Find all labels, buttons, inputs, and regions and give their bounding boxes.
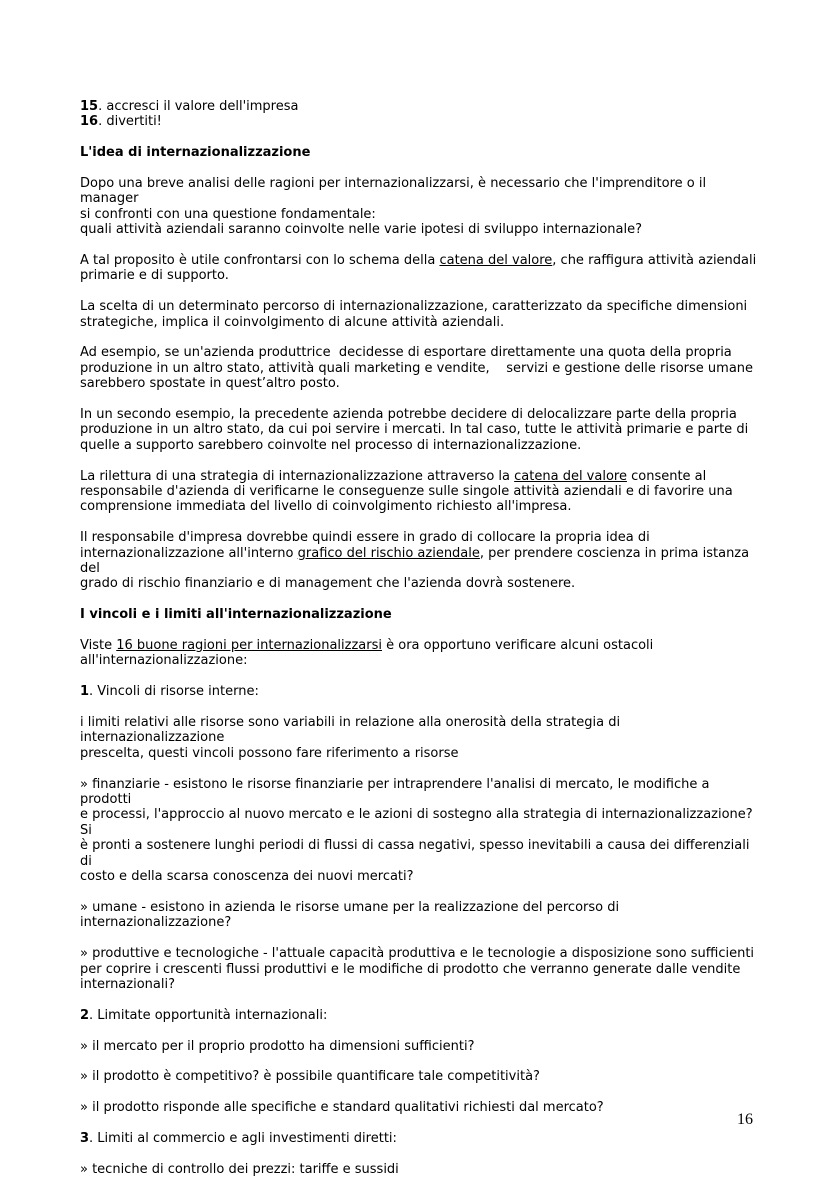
- paragraph-esempio: Ad esempio, se un'azienda produttrice decidesse di esportare direttamente una quota della propria produzione in un altro stato, attività quali marketing e vendite, servizi e gestione delle risorse umane sarebbero spostate in quest’altro posto.: [80, 345, 754, 392]
- bullet-tecniche-controllo: » tecniche di controllo dei prezzi: tariffe e sussidi: [80, 1161, 399, 1177]
- link-16-buone-ragioni[interactable]: 16 buone ragioni per internazionalizzarsi: [116, 638, 382, 654]
- vincolo-1-title: 1. Vincoli di risorse interne:: [80, 684, 259, 700]
- paragraph-viste: Viste 16 buone ragioni per internazionalizzarsi è ora opportuno verificare alcuni ostacoli all'internazionalizzazione:: [80, 638, 654, 669]
- paragraph-intro: Dopo una breve analisi delle ragioni per internazionalizzarsi, è necessario che l'imprenditore o il manager si confronti con una questione fondamentale: quali attività aziendali saranno coinvolte nelle varie ipotesi di sviluppo internazionale?: [80, 176, 707, 238]
- vincolo-2-title: 2. Limitate opportunità internazionali:: [80, 1007, 328, 1023]
- bullet-mercato: » il mercato per il proprio prodotto ha dimensioni sufficienti?: [80, 1038, 475, 1054]
- bullet-specifiche: » il prodotto risponde alle specifiche e standard qualitativi richiesti dal mercato?: [80, 1100, 604, 1116]
- page-number: 16: [737, 1111, 753, 1128]
- paragraph-limiti-risorse: i limiti relativi alle risorse sono variabili in relazione alla onerosità della strategia di internazionalizzazione prescelta, questi vincoli possono fare riferimento a risorse: [80, 715, 621, 761]
- paragraph-scelta: La scelta di un determinato percorso di internazionalizzazione, caratterizzato da specifiche dimensioni strategiche, implica il coinvolgimento di alcune attività aziendali.: [80, 299, 748, 330]
- link-catena-del-valore-2[interactable]: catena del valore: [514, 468, 627, 484]
- vincolo-3-title: 3. Limiti al commercio e agli investimenti diretti:: [80, 1130, 397, 1146]
- link-catena-del-valore[interactable]: catena del valore: [439, 253, 553, 269]
- paragraph-rilettura: La rilettura di una strategia di internazionalizzazione attraverso la catena del valore consente al responsabile d'azienda di verificarne le conseguenze sulle singole attività aziendali e di favorire una comprensione immediata del livello di coinvolgimento richiesto all'impresa.: [80, 468, 733, 515]
- paragraph-responsabile: Il responsabile d'impresa dovrebbe quindi essere in grado di collocare la propria idea di internazionalizzazione all'interno grafico del rischio aziendale, per prendere coscienza in prima istanza del grado di rischio finanziario e di management che l'azienda dovrà sostenere.: [80, 530, 750, 592]
- paragraph-secondo-esempio: In un secondo esempio, la precedente azienda potrebbe decidere di delocalizzare parte della propria produzione in un altro stato, da cui poi servire i mercati. In tal caso, tutte le attività primarie e parte di quelle a supporto sarebbero coinvolte nel processo di internazionalizzazione.: [80, 407, 749, 453]
- bullet-competitivo: » il prodotto è competitivo? è possibile quantificare tale competitività?: [80, 1069, 540, 1085]
- bullet-umane: » umane - esistono in azienda le risorse umane per la realizzazione del percorso di internazionalizzazione?: [80, 899, 620, 931]
- list-item-16: 16. divertiti!: [80, 114, 162, 130]
- bullet-produttive: » produttive e tecnologiche - l'attuale capacità produttiva e le tecnologie a disposizione sono sufficienti per coprire i crescenti flussi produttivi e le modifiche di prodotto che verranno generate dalle vendite internazionali?: [80, 946, 755, 992]
- section-heading-vincoli: I vincoli e i limiti all'internazionalizzazione: [80, 607, 392, 623]
- bullet-finanziarie: » finanziarie - esistono le risorse finanziarie per intraprendere l'analisi di mercato, le modifiche a prodotti e processi, l'approccio al nuovo mercato e le azioni di sostegno alla strategia di internazionalizzazione? Si è pronti a sostenere lunghi periodi di flussi di cassa negativi, spesso inevitabili a causa dei differenziali di costo e della scarsa conoscenza dei nuovi mercati?: [80, 776, 753, 885]
- list-item-15: 15. accresci il valore dell'impresa: [80, 99, 299, 114]
- document-body: [80, 99, 760, 1177]
- section-heading-idea: L'idea di internazionalizzazione: [80, 145, 311, 161]
- link-grafico-rischio[interactable]: grafico del rischio aziendale: [297, 545, 480, 561]
- paragraph-catena: A tal proposito è utile confrontarsi con lo schema della catena del valore, che raffigura attività aziendali primarie e di supporto.: [80, 253, 757, 284]
